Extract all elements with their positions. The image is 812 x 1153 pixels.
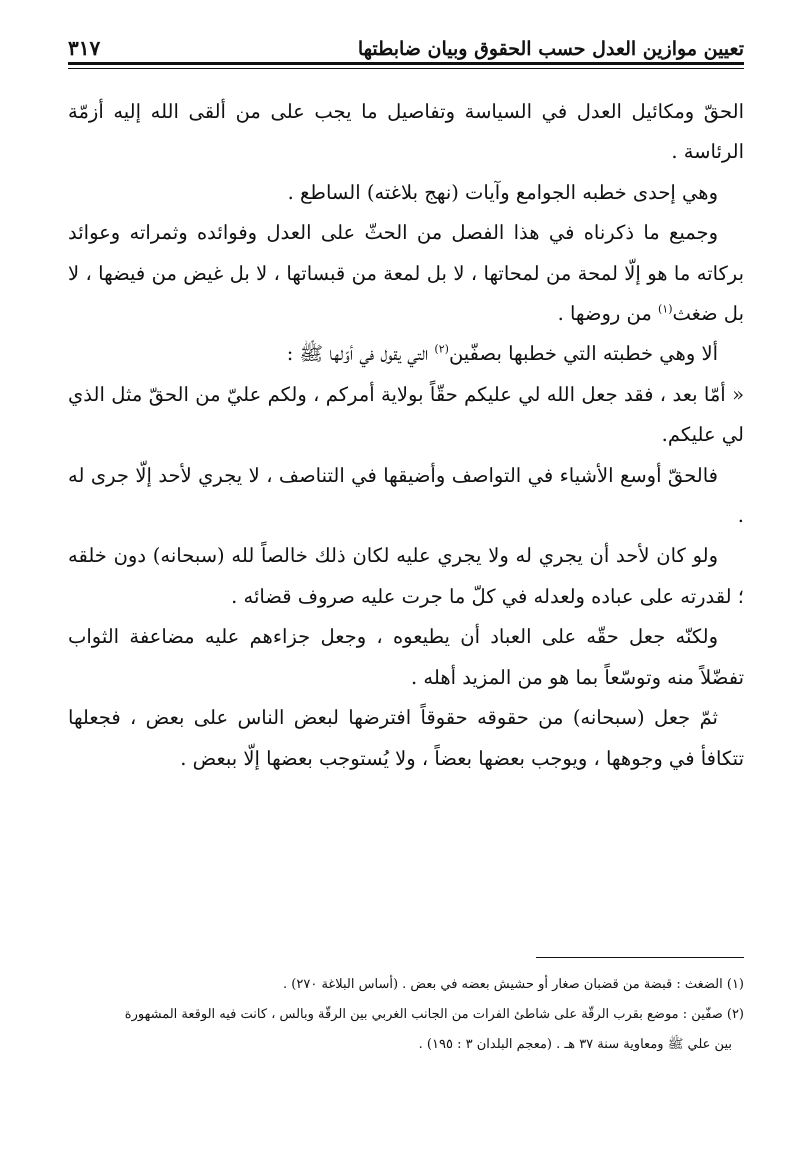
paragraph: « أمّا بعد ، فقد جعل الله لي عليكم حقّاً بولاية أمركم ، ولكم عليّ من الحقّ مثل الذي لي عليكم. — [68, 382, 744, 447]
footnote: (١) الضغث : قبضة من قضبان صغار أو حشيش بعضه في بعض . (أساس البلاغة ٢٧٠) . — [283, 977, 744, 992]
footnote-continuation: بين علي ﷺ ومعاوية سنة ٣٧ هـ . (معجم البلدان ٣ : ١٩٥) . — [418, 1037, 732, 1052]
paragraph-text: ألا وهي خطبته التي خطبها بصفّين — [448, 342, 718, 366]
footnotes — [68, 970, 744, 1060]
paragraph: ثمّ جعل (سبحانه) من حقوقه حقوقاً افترضها لبعض الناس على بعض ، فجعلها تتكافأ في وجوهها ، ويوجب بعضها بعضاً ، ولا يُستوجب بعضها إلّا ببعض . — [68, 706, 744, 770]
header-title: تعيين موازين العدل حسب الحقوق وبيان ضابطتها — [357, 38, 744, 60]
paragraph — [68, 213, 744, 334]
main-text — [68, 92, 744, 779]
paragraph-text: التي يقول في أوّلها ﷺ : — [286, 342, 435, 366]
header-rule-thick — [68, 62, 744, 65]
paragraph: فالحقّ أوسع الأشياء في التواصف وأضيقها في التناصف ، لا يجري لأحد إلّا جرى له . — [68, 463, 744, 528]
footnote-ref: (٢) — [434, 342, 449, 356]
paragraph: وهي إحدى خطبه الجوامع وآيات (نهج بلاغته) الساطع . — [287, 180, 718, 204]
paragraph: ولكنّه جعل حقّه على العباد أن يطيعوه ، وجعل جزاءهم عليه مضاعفة الثواب تفضّلاً منه وتوسّعاً بما هو من المزيد أهله . — [68, 625, 744, 689]
footnote-ref: (١) — [657, 302, 673, 316]
paragraph-text: وجميع ما ذكرناه في هذا الفصل من الحثّ على العدل وفوائده وثمراته وعوائد بركاته ما هو إلّا لمحة من لمحاتها ، لا بل لمعة من قبساتها ، لا بل غيض من فيضها ، لا بل ضغث — [68, 221, 744, 326]
paragraph: الحقّ ومكائيل العدل في السياسة وتفاصيل ما يجب على من ألقى الله إليه أزمّة الرئاسة . — [68, 100, 744, 164]
footnote-separator — [536, 957, 744, 958]
page-number: ٣١٧ — [68, 36, 101, 60]
footnote: (٢) صفّين : موضع بقرب الرقّة على شاطئ الفرات من الجانب الغربي بين الرقّة وبالس ، كانت فيه الوقعة المشهورة — [124, 1007, 744, 1022]
paragraph — [68, 334, 744, 374]
header-rule-thin — [68, 68, 744, 69]
paragraph-text: من روضها . — [557, 302, 658, 326]
running-header — [68, 28, 744, 60]
paragraph: ولو كان لأحد أن يجري له ولا يجري عليه لكان ذلك خالصاً لله (سبحانه) دون خلقه ؛ لقدرته على عباده ولعدله في كلّ ما جرت عليه صروف قضائه . — [68, 544, 744, 608]
